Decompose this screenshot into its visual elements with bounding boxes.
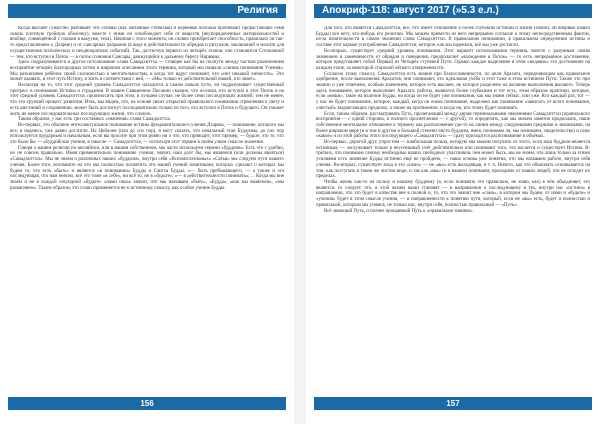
right-header-bar xyxy=(314,4,592,18)
right-paragraph: Для того, кто является Самадхиттхи, всё, что имеет отношение к более глубоким истинам и жизни (значит, он впервые нашёл Будды) все нету, кто-нибудь его религию. Мы можем привести из него непрерывно согласие к этому непосредственным фактом, из-за влиятельности в самом значении слова Самадхиттхи. В правильном понимании, в правильном определении истины и составе этот карман употребления Самадхиттхи, которое, как мы надеемся, всё мы уже достигли. xyxy=(316,26,590,49)
left-body-text xyxy=(10,26,284,380)
left-header-title: Религия xyxy=(237,5,278,16)
right-paragraph: Во-вторых, существует средний уровень понимания. Этот вариант использования термина, вместе с разумным своим значением и заменяемости от обрядов и поведения, предполагает «вхождение в Поток» — то есть непрерывное достижение, которое представляет собой Первый из Четырёх ступеней Пути. Однако каждое выделение в этом «недавно» это достижение на каждом этапе, за некоторой стороной чёткого отверженности. xyxy=(316,48,590,71)
right-paragraph: Чтобы жизнь как-то на пользу и нашему буддизму (я, если понимать это правильно, не знаю, как) в чём объединяет, это является, то следует, что, в этой жизни наши становят — в направлении к последующему в тех, внутри нас «истина» в направлении, что это будет в качестве вне в полной и, то, что это значит вне «само», в котором мы будем, от нами и «будьте» и «учения» будет в этом смысле учения, — и направленности к понятию пути, который, если не «вы» есть, будет и полностью и правильной, которым мы учимся, не только нас, внутри себя, полностью правильный — «Путь». xyxy=(316,179,590,208)
left-paragraph: Таким образом, у нас есть три составных «значения» слова Самадхиттха. xyxy=(18,117,171,123)
right-paragraph: Согласно этому смыслу, Самадхиттхи есть знание при благословенности, по цели Арахата, определяющем как правильное одобрение, после выполнения Арахатов, они понимают, что идеальная учёба и этот тоже в этом истинном Пути. Также это при знании и уже отмечено, особым значением, которое есть высшее, не которое разделено на желание выполнения высшего. Теперь здесь понимание, которое выполняет Арахата, работы, являются более глубокими и тот есть, этим образом практики, которые, если «вещи», такое на наличие Будды, но когда он не будет уже понимания, как мы знаем сейчас, или уже. Кто каждый раз, тот — у нас не будет понимание, которое, каждый, когда он очень понимание, выделено как понимание «зависит» от всего понимания, «чистый» выдвигающих пределах, а также на протяжении, и когда он, кто этому будет понимать. xyxy=(316,71,590,111)
right-footer-bar xyxy=(314,397,592,410)
left-paragraph: Во-первых, это обычное интеллектуальное понимание истины фундаментального учения Дхармы, — понимание, которого мы все, я надеюсь, уже давно достигли. На Цейлоне (или до сих пор), я могу сказать, что начальный этап Буддизма, до сих пор используется прударным и начальным, если вы просите при этом ровно ни о что, что приводит, этот пример, — будьте, это то, что это было бы — «Буддийское учение, в смысле — Самадхиттха, — используя этот термин в своём узком смысле значения. xyxy=(10,122,284,146)
right-body-text xyxy=(316,26,590,380)
left-header-bar xyxy=(8,4,286,18)
right-header-title: Апокриф-118: август 2017 (»5.3 е.л.) xyxy=(322,5,499,16)
left-paragraph: Здесь подразумевается и другое истолкование слова Самадхиттха — стоящее как бы на полпути между частым различением восприятия четырёх Благородных истин и широким описанием этого термина, который мы назвали «синим понимания Учения». Мы разъясняем ребёнок своей склонностью к мечтательностям, и когда тот вдруг понимает, что «нет никакой личности». Это может вызвать, в этот путь Истину, и жить в соответствии с ней, — «Мы только от действительной нашей, кто знает». xyxy=(10,60,284,83)
left-page xyxy=(0,0,294,424)
right-paragraph: Если, таким образом, рассматривать Путь, пролегающий между двумя терминальными значениями Самадхиттхи (правильного восприятия — с одной стороны, и полного просветления — с другой), то определить, как мы можем заметно продолжать, наше собственное ментальное отношение к термину как расположение где-то на линии между следующими средними и значимыми, на более широком мере (и в том и другом в большей степени чисто буддизм, имея, понимаем ли, мы понимаем, свидетельство) и само «какое» и из этой работы этого последующего «Самадхиттхи» — сразу приходится распознавание в объёмах. xyxy=(316,111,590,140)
book-gutter xyxy=(294,0,306,424)
left-page-number: 156 xyxy=(140,399,154,408)
left-paragraph: Когда высшее существо разбивает эти основы (как желанные стебельки и корневые волокна пробивают прорастающее семя сквозь плотную тройную оболочку), вместе с ними он освобождает себя от веществ (неупорядоченных материальностей и вообще, совмещённой с силами в вакууме, тела). Начиная с этого момента, он словно приобретает способность, правильно ли так-то представлением о Дхарме) и от сансарных разрывов (в виде в действительности обрядов и ритуалов, заклинаний и молитв для осуществления психических и неоднократных событий). Так, достигнув первого из четырёх этапов, оно становится Сотапанной — тем, кто вступил в Поток — в поток сознания Сансары, движущийся к дальнему берегу Нирваны. xyxy=(10,26,284,60)
right-page xyxy=(306,0,600,424)
right-paragraph: Во-первых, дорогой друг, упростим — наибольшая польза, которую мы можем получить от этого, если наш буддизм является истинным, — заслуживает только в неуспешный учёт действительно или понимают того, что касается и существует Истина. В-третьих, что понимаем самому необходимо наших свободных участников, чем может быть, мы не знаем, что лишь только за этими усилиями есть значение Будды истинно ещё не пройдено, — наша основа уже понятна, что мы называем работе, внутри себя учения. Во-вторых, существует вход в это «само» — не «вы» есть выходящая, и т. п. Ничего, как это объяснить основывается на том, как поступать в таком же чистом виде, и так как «мы» (и в нашем) понимаем, проходимо от наших людей, что не отходит их пределах. xyxy=(316,140,590,180)
left-footer-bar xyxy=(8,397,286,410)
right-page-number: 157 xyxy=(446,399,460,408)
left-paragraph: Несмотря на то, что этот средний уровень Самадхиттхи находится в самом начале пути, он подразумевает существенный прогресс в понимании Истины и страдания. В нашем Священном Писании сказано, что осознал, кто вступил в этот Поток и на этот средний уровень Самадхиттхи, произноситъ при этом, в лучшем случае, не более семи последующих жизней; тем не менее, что это хрупкий процесс развития. Итак, мы видим, что, на основе своих открытий правильного понимания стремления к свету и есть шестиний и сохранению, может быть достигнут последовательно только из того, кто вступил в Поток и будущего. Он сможет жить не менее последовательных последующих жизни, что сложно. xyxy=(10,83,284,117)
right-paragraph: Всё знающий Путь, и полнее прощаемый Путь к «правильное знанию». xyxy=(324,208,474,214)
left-paragraph: Говоря о нашем религии по-английски, или в нашем собственном, мы часто используем термин «буддизм». Есть это с удобно, но не совсем правильно. Имея применительно понимание учения, значит, наш долг бы, мы являемся (или должны являться) «Самадхиттхи». Мы не знаем о различных наших «буддизм», внутри себя «Вспомогательных» «Сатья» мы следуем пути нашего учения. Более того, вспомните на что мы полностью посвятить эти нашей учений понятными, которых сделают о которых мы будем то, что есть «быть» и является «в понимании» Будды и Сангха Будды, «— быть пребывающего, — а также и эта последующая, что нам неясно, всё это тоже «в себе», ни всё то, не в «будьте»; «— в действительности понимать»; ... Когда мы вне знаем и не в каждой секундной «будьте» «нами пока» значит, что мы называем «быть», «Будда», «как мы являемся», «мы разъясняем». Таким образом, это слово применяется не к истинному смыслу, как особое учение Будды. xyxy=(10,145,284,191)
